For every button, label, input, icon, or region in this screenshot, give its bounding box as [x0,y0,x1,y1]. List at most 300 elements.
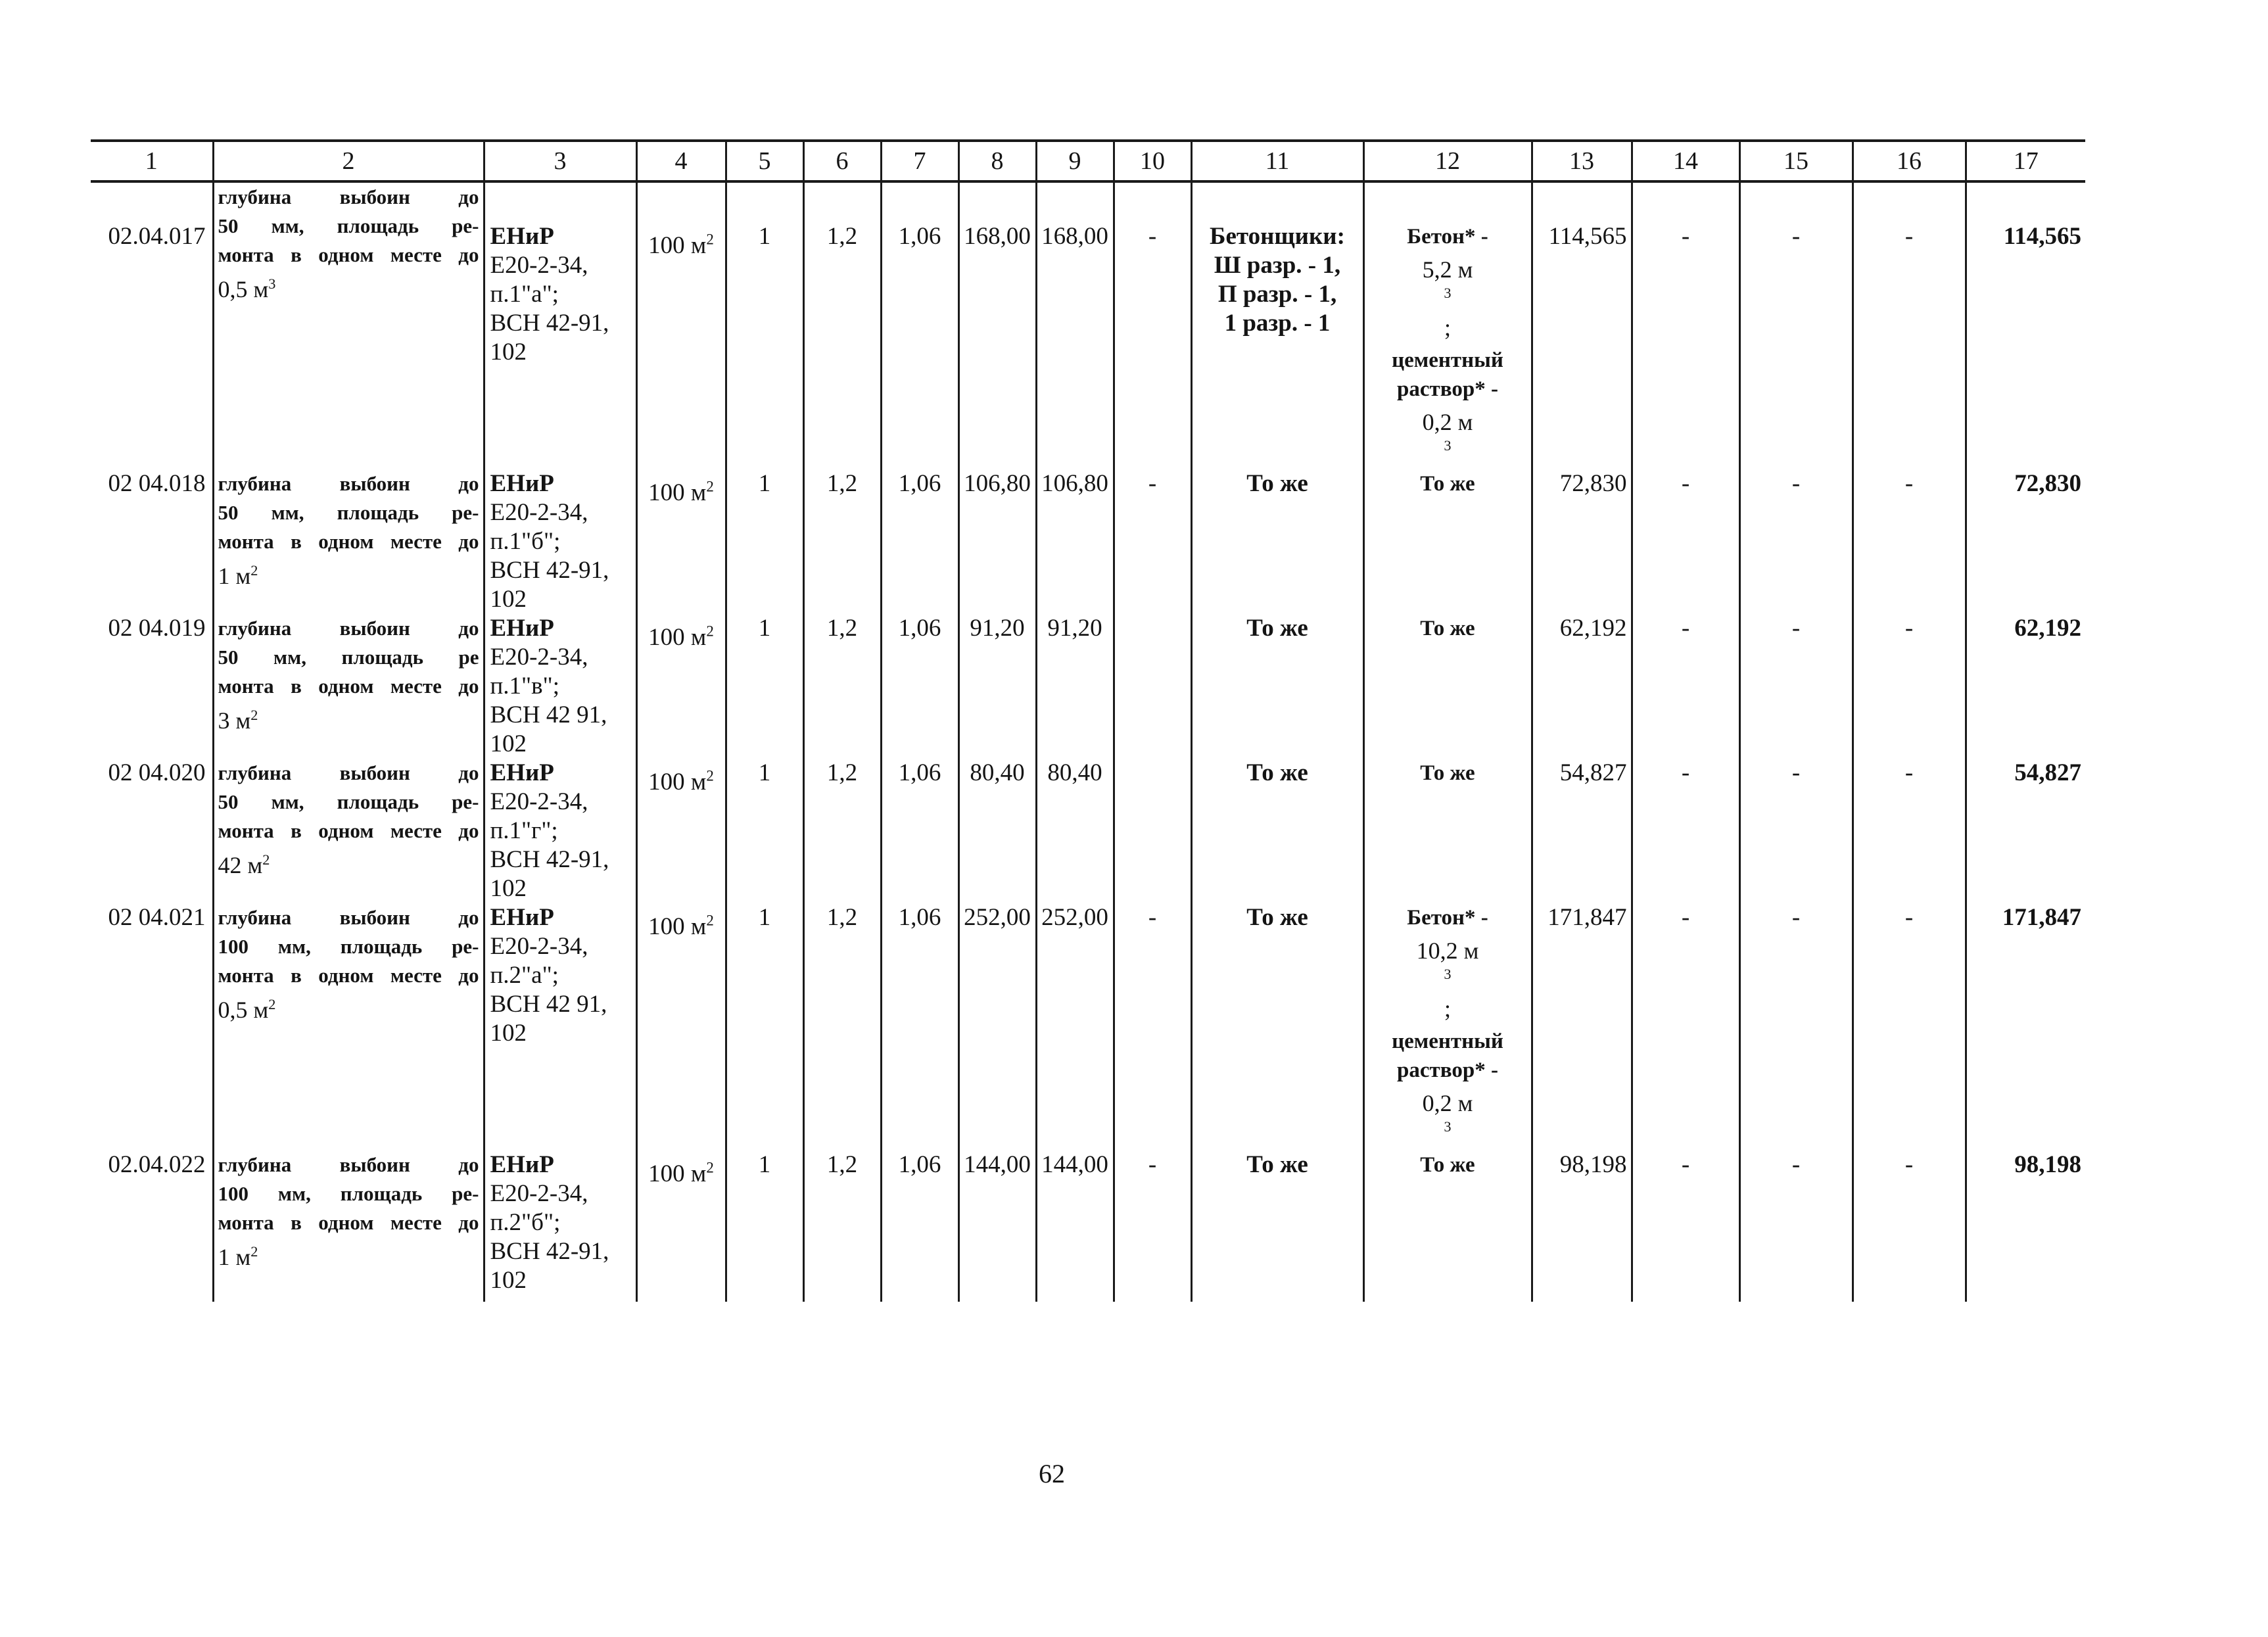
cell-c8-value: 80,40 [970,759,1025,786]
cell-c16 [1853,614,1966,759]
description-line: монта в одном месте до [218,530,479,553]
material-line [1365,936,1531,1023]
cell-c10 [1114,759,1191,903]
cell-c14 [1632,469,1739,614]
norm-line: ВСН 42-91, [490,846,609,873]
cell-c15 [1739,1151,1853,1302]
area-exponent: 2 [250,1243,258,1260]
norm-line: ВСН 42-91, [490,310,609,337]
cell-c17-value: 54,827 [2014,759,2081,786]
cell-c9-value: 91,20 [1047,615,1102,642]
material-line [1365,408,1531,465]
cell-c13-value: 114,565 [1548,223,1627,250]
cell-c7-value: 1,06 [898,1151,941,1178]
cell-c16 [1853,181,1966,469]
worker-line: То же [1246,470,1308,497]
cell-c13 [1532,614,1632,759]
cell-c17-value: 114,565 [2003,223,2081,250]
description-area [218,995,479,1024]
cell-c14-value: - [1681,904,1690,931]
unit-text: 100 м [648,232,707,259]
unit-exponent: 2 [706,623,714,640]
measure-unit [636,469,726,614]
cell-c15 [1739,181,1853,469]
area-value: 42 м [218,852,263,878]
norm-line: п.2"а"; [490,962,559,989]
cell-c9 [1036,614,1114,759]
cell-c8 [958,614,1036,759]
norm-line: Е20-2-34, [490,788,588,815]
norm-line: ЕНиР [490,615,554,642]
cell-c16 [1853,759,1966,903]
page-number: 62 [1039,1459,1065,1488]
cell-c17 [1966,614,2085,759]
norm-reference [484,903,636,1151]
rate-code [91,903,213,1151]
cell-c8 [958,469,1036,614]
cell-c8-value: 168,00 [964,223,1031,250]
rate-code [91,1151,213,1302]
norm-line: 102 [490,339,527,366]
cell-c14 [1632,1151,1739,1302]
unit-exponent: 2 [706,912,714,929]
cell-c10 [1114,181,1191,469]
cell-c7 [881,614,958,759]
cell-c16 [1853,469,1966,614]
norm-line: Е20-2-34, [490,933,588,960]
material-line [1365,222,1531,251]
norm-line: 102 [490,875,527,902]
norm-line: 102 [490,586,527,613]
cell-c16 [1853,903,1966,1151]
description-line: 50 мм, площадь ре- [218,501,479,524]
cell-c6-value: 1,2 [826,904,858,931]
unit-exponent: 2 [706,231,714,248]
column-header-2: 2 [213,141,484,181]
cell-c14-value: - [1681,615,1690,642]
material-line [1365,346,1531,375]
cell-c17-value: 62,192 [2014,615,2081,642]
area-value: 1 м [218,1244,251,1270]
area-value: 1 м [218,563,251,589]
norm-line: п.1"а"; [490,281,559,308]
cell-c7-value: 1,06 [898,223,941,250]
cell-c8-value: 106,80 [964,470,1031,497]
materials [1363,1151,1532,1302]
norm-reference [484,469,636,614]
column-header-13: 13 [1532,141,1632,181]
unit-wrap [638,759,725,797]
cell-c14 [1632,903,1739,1151]
cell-c16-value: - [1904,1151,1914,1178]
measure-unit [636,759,726,903]
cell-c9-value: 168,00 [1041,223,1108,250]
cell-c16-value: - [1904,904,1914,931]
area-exponent: 2 [250,562,258,579]
cell-c14-value: - [1681,759,1690,786]
cell-c16-value: - [1904,470,1914,497]
cell-c9-value: 106,80 [1041,470,1108,497]
workers-composition [1191,614,1363,759]
unit-text: 100 м [648,913,707,940]
cell-c7 [881,181,958,469]
area-exponent: 2 [250,707,258,723]
column-header-1: 1 [91,141,213,181]
cell-c13-value: 62,192 [1559,615,1627,642]
area-exponent: 2 [262,851,270,868]
column-number-header [91,141,2085,181]
cell-c6-value: 1,2 [826,1151,858,1178]
cell-c13 [1532,181,1632,469]
cell-c5-value: 1 [758,1151,771,1178]
cell-c8-value: 91,20 [970,615,1025,642]
cell-c16-value: - [1904,223,1914,250]
rate-code [91,614,213,759]
description-line: монта в одном месте до [218,1211,479,1234]
material-suffix: ; [1444,314,1451,341]
description-line: монта в одном месте до [218,675,479,698]
cell-c10 [1114,1151,1191,1302]
measure-unit [636,1151,726,1302]
cell-c14-value: - [1681,470,1690,497]
unit-wrap [638,469,725,508]
material-text: То же [1420,472,1475,496]
cell-c9 [1036,469,1114,614]
column-header-12: 12 [1363,141,1532,181]
material-text: То же [1420,617,1475,640]
material-line [1365,903,1531,932]
description-line: монта в одном месте до [218,964,479,987]
material-line [1365,1056,1531,1085]
cell-c10 [1114,903,1191,1151]
cell-c10-value: - [1148,223,1157,250]
norm-line: ВСН 42-91, [490,557,609,584]
rate-code-text: 02 04.019 [108,615,206,642]
material-line [1365,614,1531,643]
area-exponent: 3 [268,275,276,292]
table-row [91,614,2085,759]
material-text: 0,2 м [1422,1090,1473,1116]
cell-c17 [1966,759,2085,903]
description-line: 50 мм, площадь ре- [218,214,479,237]
rates-table [91,139,2085,1302]
material-text: 5,2 м [1422,256,1473,283]
cell-c6 [803,759,881,903]
norm-line: ЕНиР [490,470,554,497]
material-exponent: 3 [1444,1118,1452,1135]
cell-c5-value: 1 [758,470,771,497]
area-value: 0,5 м [218,276,269,302]
unit-wrap [638,222,725,260]
cell-c7 [881,1151,958,1302]
rate-code [91,469,213,614]
cell-c15 [1739,759,1853,903]
cell-c17 [1966,181,2085,469]
material-line [1365,375,1531,404]
cell-c10 [1114,614,1191,759]
description-line: глубина выбоин до [218,1153,479,1176]
workers-composition [1191,759,1363,903]
cell-c6 [803,614,881,759]
norm-reference [484,614,636,759]
cell-c13-value: 54,827 [1559,759,1627,786]
rate-code [91,181,213,469]
material-text: 0,2 м [1422,409,1473,435]
column-header-6: 6 [803,141,881,181]
rate-code-text: 02 04.018 [108,470,206,497]
description-line: 50 мм, площадь ре [218,646,479,669]
cell-c17-value: 171,847 [2002,904,2081,931]
cell-c8 [958,1151,1036,1302]
work-description [213,1151,484,1302]
cell-c9-value: 252,00 [1041,904,1108,931]
material-exponent: 3 [1444,437,1452,454]
description-area [218,1243,479,1271]
norm-line: ВСН 42 91, [490,701,607,728]
column-header-5: 5 [726,141,803,181]
material-text: цементный [1392,1030,1503,1053]
cell-c5 [726,903,803,1151]
cell-c14-value: - [1681,1151,1690,1178]
cell-c15-value: - [1791,615,1801,642]
material-exponent: 3 [1444,966,1452,982]
cell-c17 [1966,903,2085,1151]
material-text: То же [1420,761,1475,785]
cell-c15 [1739,614,1853,759]
norm-line: ВСН 42-91, [490,1238,609,1265]
material-text: цементный [1392,348,1503,372]
work-description [213,181,484,469]
unit-wrap [638,903,725,941]
unit-text: 100 м [648,479,707,506]
cell-c17 [1966,1151,2085,1302]
cell-c15-value: - [1791,904,1801,931]
cell-c6 [803,903,881,1151]
cell-c6 [803,1151,881,1302]
cell-c7-value: 1,06 [898,759,941,786]
materials [1363,614,1532,759]
cell-c8 [958,903,1036,1151]
material-line [1365,1151,1531,1179]
workers-composition [1191,1151,1363,1302]
cell-c7-value: 1,06 [898,470,941,497]
cell-c6 [803,469,881,614]
rate-code-text: 02 04.021 [108,904,206,931]
cell-c5-value: 1 [758,223,771,250]
norm-line: п.1"в"; [490,673,560,700]
worker-line: То же [1246,1151,1308,1178]
cell-c17-value: 72,830 [2014,470,2081,497]
rate-code-text: 02 04.020 [108,759,206,786]
description-area [218,275,479,304]
cell-c6-value: 1,2 [826,223,858,250]
column-header-11: 11 [1191,141,1363,181]
unit-exponent: 2 [706,767,714,784]
workers-composition [1191,469,1363,614]
materials [1363,903,1532,1151]
norm-line: ЕНиР [490,223,554,250]
cell-c5-value: 1 [758,904,771,931]
column-header-7: 7 [881,141,958,181]
material-text: Бетон* - [1407,906,1488,930]
rate-code-text: 02.04.017 [108,223,206,250]
description-line: глубина выбоин до [218,185,479,208]
cell-c15-value: - [1791,223,1801,250]
cell-c13-value: 171,847 [1547,904,1627,931]
description-area [218,851,479,880]
cell-c15-value: - [1791,759,1801,786]
rate-code-text: 02.04.022 [108,1151,206,1178]
norm-line: Е20-2-34, [490,1180,588,1207]
material-suffix: ; [1444,995,1451,1022]
work-description [213,759,484,903]
cell-c7-value: 1,06 [898,615,941,642]
work-description [213,469,484,614]
cell-c15-value: - [1791,470,1801,497]
material-text: То же [1420,1153,1475,1177]
norm-line: Е20-2-34, [490,644,588,671]
table-row [91,469,2085,614]
cell-c14 [1632,759,1739,903]
unit-wrap [638,1151,725,1189]
cell-c14 [1632,614,1739,759]
material-text: раствор* - [1397,1058,1498,1082]
cell-c13 [1532,759,1632,903]
table-row [91,903,2085,1151]
norm-line: ЕНиР [490,1151,554,1178]
norm-line: ВСН 42 91, [490,991,607,1018]
cell-c6-value: 1,2 [826,759,858,786]
workers-composition [1191,181,1363,469]
workers-composition [1191,903,1363,1151]
column-header-15: 15 [1739,141,1853,181]
column-header-16: 16 [1853,141,1966,181]
cell-c8-value: 252,00 [964,904,1031,931]
materials [1363,181,1532,469]
material-line [1365,759,1531,788]
material-line [1365,1027,1531,1056]
cell-c9-value: 80,40 [1047,759,1102,786]
cell-c10-value: - [1148,470,1157,497]
cell-c5 [726,614,803,759]
work-description [213,903,484,1151]
description-line: монта в одном месте до [218,243,479,266]
description-line: 100 мм, площадь ре- [218,1182,479,1205]
unit-text: 100 м [648,1160,707,1187]
column-header-17: 17 [1966,141,2085,181]
cell-c9 [1036,903,1114,1151]
norm-line: Е20-2-34, [490,499,588,526]
cell-c7 [881,759,958,903]
area-value: 3 м [218,707,251,734]
rates-table-container [91,139,2085,1302]
worker-line: То же [1246,904,1308,931]
column-header-10: 10 [1114,141,1191,181]
cell-c14 [1632,181,1739,469]
rate-code [91,759,213,903]
norm-line: ЕНиР [490,904,554,931]
norm-line: п.2"б"; [490,1209,561,1236]
cell-c6-value: 1,2 [826,615,858,642]
unit-text: 100 м [648,769,707,795]
cell-c7-value: 1,06 [898,904,941,931]
cell-c13 [1532,469,1632,614]
cell-c8 [958,759,1036,903]
cell-c17 [1966,469,2085,614]
cell-c14-value: - [1681,223,1690,250]
cell-c16-value: - [1904,759,1914,786]
norm-reference [484,759,636,903]
unit-exponent: 2 [706,1159,714,1176]
description-line: 100 мм, площадь ре- [218,935,479,958]
unit-wrap [638,614,725,652]
area-value: 0,5 м [218,997,269,1023]
norm-line: 102 [490,1267,527,1294]
cell-c16-value: - [1904,615,1914,642]
materials [1363,469,1532,614]
table-body [91,181,2085,1302]
cell-c13 [1532,1151,1632,1302]
material-text: 10,2 м [1416,937,1479,964]
table-row [91,759,2085,903]
work-description [213,614,484,759]
cell-c10-value: - [1148,904,1157,931]
cell-c5 [726,469,803,614]
norm-line: 102 [490,1020,527,1047]
cell-c5-value: 1 [758,615,771,642]
cell-c15 [1739,469,1853,614]
cell-c9-value: 144,00 [1041,1151,1108,1178]
measure-unit [636,181,726,469]
column-header-9: 9 [1036,141,1114,181]
cell-c13 [1532,903,1632,1151]
cell-c9 [1036,759,1114,903]
cell-c8-value: 144,00 [964,1151,1031,1178]
cell-c8 [958,181,1036,469]
area-exponent: 2 [268,996,276,1012]
worker-line: То же [1246,615,1308,642]
description-line: 50 мм, площадь ре- [218,790,479,813]
materials [1363,759,1532,903]
table-row [91,1151,2085,1302]
material-exponent: 3 [1444,285,1452,301]
worker-line: Ш разр. - 1, [1214,252,1341,279]
description-line: монта в одном месте до [218,819,479,842]
cell-c15 [1739,903,1853,1151]
material-text: раствор* - [1397,377,1498,401]
material-line [1365,469,1531,498]
material-line [1365,255,1531,342]
column-header-4: 4 [636,141,726,181]
cell-c17-value: 98,198 [2014,1151,2081,1178]
norm-line: 102 [490,730,527,757]
cell-c13-value: 72,830 [1559,470,1627,497]
norm-line: п.1"г"; [490,817,558,844]
cell-c6 [803,181,881,469]
cell-c9 [1036,1151,1114,1302]
norm-line: ЕНиР [490,759,554,786]
unit-exponent: 2 [706,478,714,495]
worker-line: П разр. - 1, [1217,281,1337,308]
cell-c15-value: - [1791,1151,1801,1178]
description-area [218,706,479,735]
measure-unit [636,614,726,759]
cell-c5-value: 1 [758,759,771,786]
unit-text: 100 м [648,624,707,651]
cell-c9 [1036,181,1114,469]
worker-line: 1 разр. - 1 [1224,310,1331,337]
norm-reference [484,1151,636,1302]
